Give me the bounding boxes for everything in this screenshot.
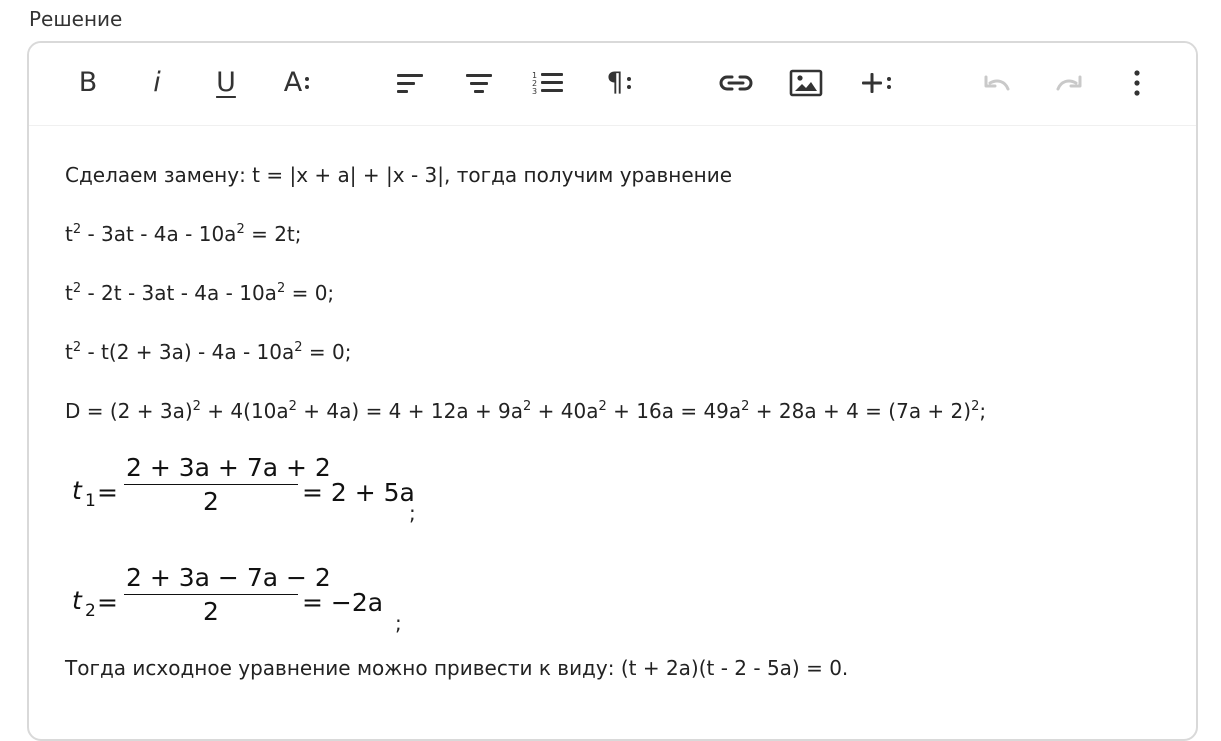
redo-icon	[1052, 73, 1084, 93]
formula-t2-semicolon: ;	[395, 611, 402, 635]
editor-toolbar	[29, 43, 1196, 125]
formula-t2-equals: =	[97, 588, 118, 617]
formula-t2-var: t	[72, 586, 82, 615]
plus-icon	[860, 71, 884, 95]
paragraph-icon: ¶	[606, 67, 624, 98]
ordered-list-icon	[531, 70, 565, 96]
align-center-button[interactable]	[462, 65, 496, 101]
image-button[interactable]	[788, 65, 824, 101]
underline-button[interactable]	[211, 65, 241, 101]
ordered-list-button[interactable]	[530, 65, 566, 101]
formula-t2-subscript: 2	[85, 601, 96, 621]
solution-label: Решение	[29, 7, 123, 31]
align-left-button[interactable]	[393, 65, 427, 101]
formula-t2-fraction	[124, 563, 331, 626]
svg-text:2: 2	[532, 79, 538, 88]
insert-button[interactable]	[858, 65, 894, 101]
italic-button[interactable]	[143, 65, 171, 101]
paragraph-conclusion: Тогда исходное уравнение можно привести к виду: (t + 2a)(t - 2 - 5a) = 0.	[65, 656, 849, 680]
align-left-icon	[395, 71, 425, 95]
rich-text-editor[interactable]	[27, 41, 1198, 741]
dropdown-dots-icon	[304, 74, 310, 92]
formula-t1-numerator: 2 + 3a + 7a + 2	[126, 453, 331, 482]
paragraph-button[interactable]	[601, 65, 637, 101]
undo-button[interactable]	[981, 65, 1015, 101]
image-icon	[789, 69, 823, 97]
more-options-button[interactable]	[1125, 65, 1149, 101]
svg-text:1: 1	[532, 71, 538, 80]
link-icon	[718, 73, 754, 93]
formula-t1-subscript: 1	[85, 491, 96, 511]
bold-button[interactable]	[73, 65, 103, 101]
formula-t1-var: t	[72, 476, 82, 505]
formula-t1-equals: =	[97, 478, 118, 507]
align-center-icon	[464, 71, 494, 95]
paragraph-equation-1: $t^2 - 3at - 4a - 10a^2 = 2t$;	[65, 222, 302, 246]
formula-t1-denominator: 2	[203, 487, 219, 516]
italic-icon: i	[153, 67, 161, 98]
undo-icon	[982, 73, 1014, 93]
editor-content[interactable]	[29, 125, 1196, 739]
paragraph-equation-3: $t^2 - t(2 + 3a) - 4a - 10a^2 = 0$;	[65, 340, 352, 364]
text-style-button[interactable]	[279, 65, 315, 101]
formula-t2-denominator: 2	[203, 597, 219, 626]
formula-t1-fraction	[124, 453, 331, 516]
underline-icon: U	[216, 67, 236, 98]
dropdown-dots-icon	[626, 74, 632, 92]
text-style-icon: A	[283, 67, 303, 98]
formula-t1-semicolon: ;	[409, 501, 416, 525]
redo-button[interactable]	[1051, 65, 1085, 101]
more-vertical-icon	[1133, 69, 1141, 97]
paragraph-substitution: Сделаем замену: t = |x + a| + |x - 3|, тогда получим уравнение	[65, 163, 733, 187]
formula-t2-numerator: 2 + 3a − 7a − 2	[126, 563, 331, 592]
discriminant-prefix: D =	[65, 399, 110, 423]
paragraph-equation-2: $t^2 - 2t - 3at - 4a - 10a^2 = 0$;	[65, 281, 335, 305]
bold-icon: B	[78, 67, 98, 98]
svg-text:3: 3	[532, 87, 538, 96]
link-button[interactable]	[717, 65, 755, 101]
formula-t1-result: = 2 + 5a	[302, 478, 415, 507]
paragraph-discriminant: $D = (2 + 3a)^2 + 4(10a^2 + 4a) = 4 + 12a + 9a^2 + 40a^2 + 16a = 49a^2 + 28a + 4 = (7a + 2)^2$;	[65, 399, 987, 423]
dropdown-dots-icon	[886, 74, 892, 92]
formula-t2-result: = −2a	[302, 588, 384, 617]
